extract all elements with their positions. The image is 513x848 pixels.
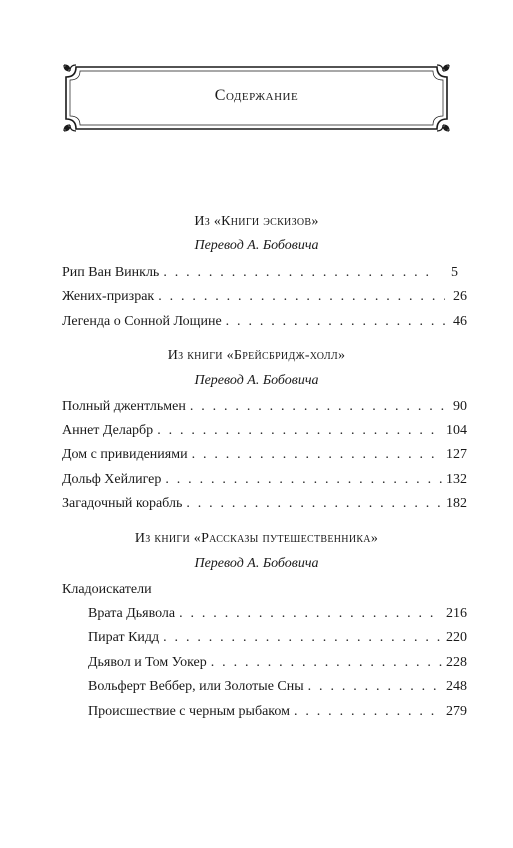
toc-entry-page: 127 bbox=[446, 447, 467, 462]
section-heading: Из «Книги эскизов» bbox=[194, 214, 319, 229]
toc-entry-title: Дьявол и Том Уокер bbox=[88, 655, 207, 670]
toc-entry-title: Врата Дьявола bbox=[88, 606, 176, 621]
toc-entry-title: Дольф Хейлигер bbox=[62, 472, 162, 487]
toc-entry-page: 132 bbox=[446, 472, 467, 487]
toc-entry-page: 90 bbox=[453, 399, 467, 414]
toc-entry-title: Происшествие с черным рыбаком bbox=[88, 704, 290, 719]
leader-dots bbox=[186, 495, 442, 513]
toc-entry[interactable] bbox=[62, 495, 467, 513]
toc-entry[interactable] bbox=[62, 422, 467, 440]
leader-dots bbox=[190, 398, 445, 416]
toc-group-title[interactable]: Кладоискатели bbox=[62, 582, 152, 597]
toc-entry-title: Аннет Деларбр bbox=[62, 423, 154, 438]
toc-entry[interactable] bbox=[62, 446, 467, 464]
leader-dots bbox=[157, 422, 442, 440]
toc-entry[interactable] bbox=[62, 313, 467, 331]
toc-entry-page: 26 bbox=[453, 289, 467, 304]
section-translator: Перевод А. Бобовича bbox=[194, 238, 319, 253]
leader-dots bbox=[179, 605, 442, 623]
toc-entry-title: Жених-призрак bbox=[62, 289, 155, 304]
toc-entry[interactable] bbox=[62, 398, 467, 416]
toc-entry-page: 5 bbox=[451, 265, 458, 280]
leader-dots bbox=[165, 471, 442, 489]
section-heading: Из книги «Рассказы путешественника» bbox=[134, 531, 379, 546]
title-frame bbox=[62, 63, 451, 133]
leader-dots bbox=[211, 654, 442, 672]
toc-entry-title: Рип Ван Винкль bbox=[62, 265, 160, 280]
toc-entry[interactable] bbox=[88, 703, 467, 721]
leader-dots bbox=[163, 629, 442, 647]
toc-entry[interactable] bbox=[62, 264, 458, 282]
section-translator: Перевод А. Бобовича bbox=[194, 373, 319, 388]
leader-dots bbox=[163, 264, 436, 282]
toc-entry-title: Полный джентльмен bbox=[62, 399, 186, 414]
toc-entry-title: Загадочный корабль bbox=[62, 496, 183, 511]
toc-entry[interactable] bbox=[62, 471, 467, 489]
toc-entry-title: Легенда о Сонной Лощине bbox=[62, 314, 222, 329]
toc-entry-title: Пират Кидд bbox=[88, 630, 160, 645]
page-title: Содержание bbox=[214, 87, 299, 104]
section-heading: Из книги «Брейсбридж-холл» bbox=[167, 348, 346, 363]
toc-entry-page: 220 bbox=[446, 630, 467, 645]
leader-dots bbox=[308, 678, 442, 696]
toc-entry-page: 216 bbox=[446, 606, 467, 621]
toc-entry-page: 279 bbox=[446, 704, 467, 719]
toc-entry-page: 248 bbox=[446, 679, 467, 694]
toc-entry[interactable] bbox=[88, 605, 467, 623]
toc-entry-page: 228 bbox=[446, 655, 467, 670]
leader-dots bbox=[192, 446, 442, 464]
toc-entry-page: 46 bbox=[453, 314, 467, 329]
toc-entry-page: 104 bbox=[446, 423, 467, 438]
toc-entry[interactable] bbox=[88, 678, 467, 696]
leader-dots bbox=[158, 288, 445, 306]
leader-dots bbox=[294, 703, 442, 721]
toc-entry-title: Дом с привидениями bbox=[62, 447, 188, 462]
section-translator: Перевод А. Бобовича bbox=[194, 556, 319, 571]
toc-entry[interactable] bbox=[62, 288, 467, 306]
toc-entry[interactable] bbox=[88, 629, 467, 647]
toc-entry-title: Вольферт Веббер, или Золотые Сны bbox=[88, 679, 304, 694]
leader-dots bbox=[226, 313, 445, 331]
toc-entry-page: 182 bbox=[446, 496, 467, 511]
toc-entry[interactable] bbox=[88, 654, 467, 672]
